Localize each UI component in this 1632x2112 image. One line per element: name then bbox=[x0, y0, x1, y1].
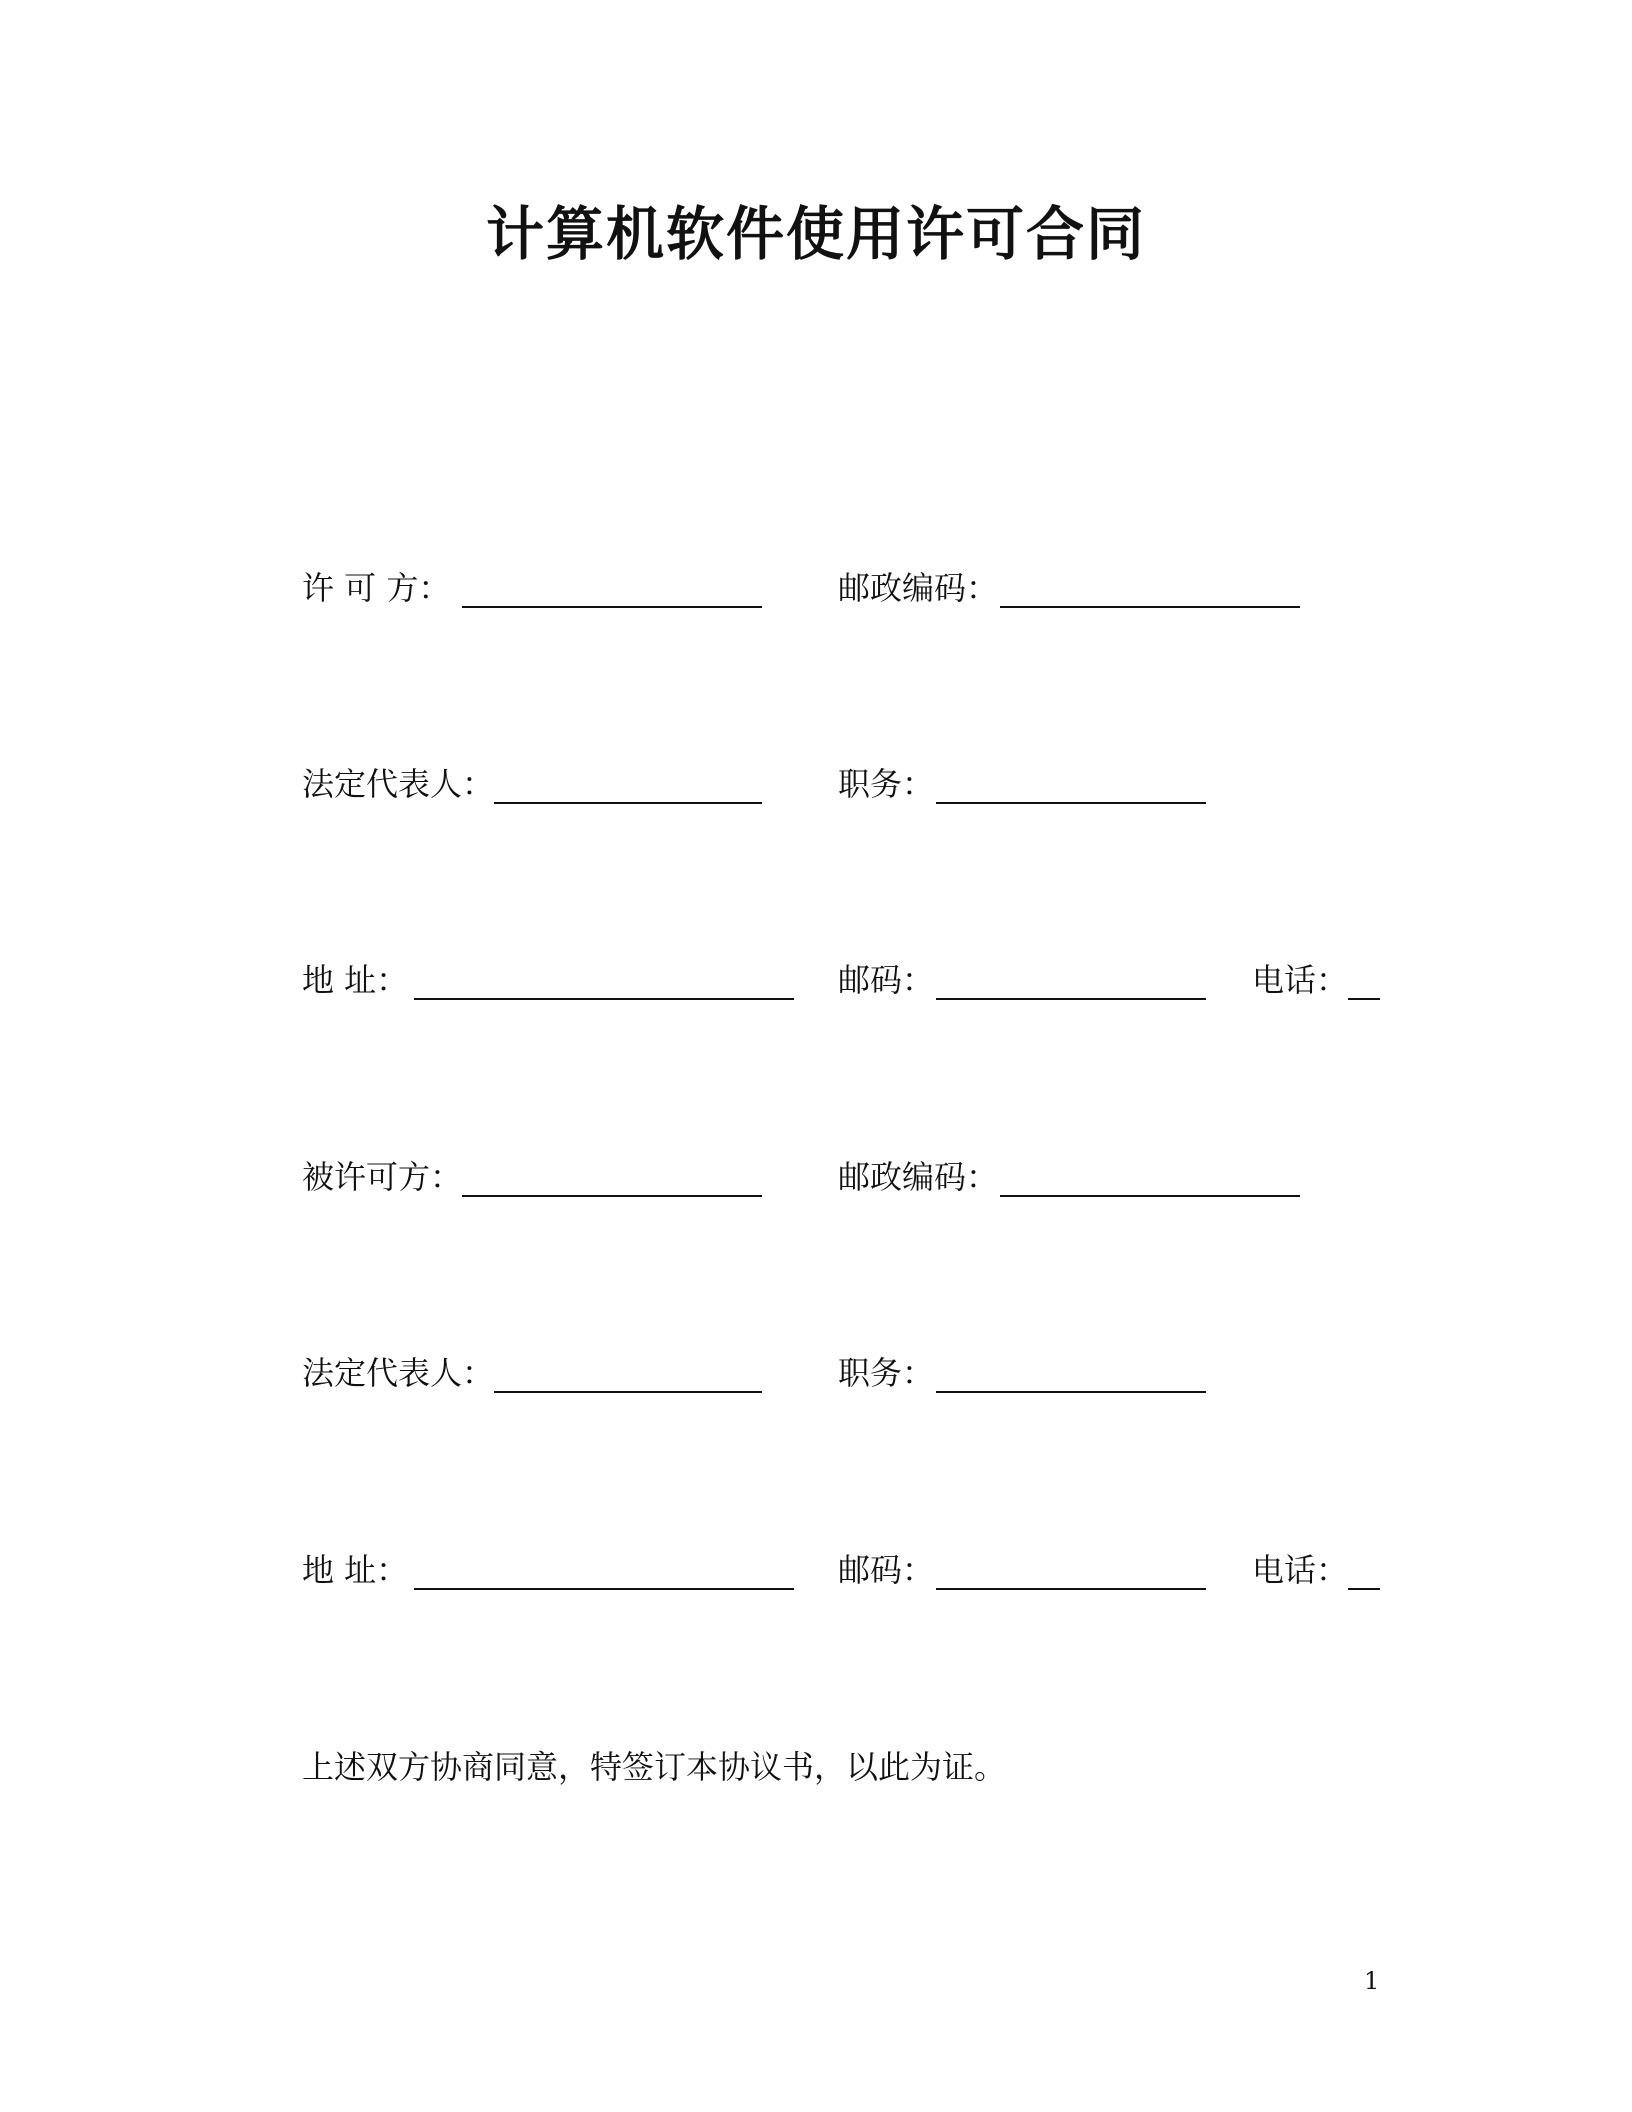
licensor-representative-label: 法定代表人： bbox=[302, 765, 495, 803]
licensee-name-field[interactable] bbox=[462, 1195, 762, 1197]
closing-statement: 上述双方协商同意，特签订本协议书，以此为证。 bbox=[302, 1748, 1007, 1786]
licensor-position-field[interactable] bbox=[936, 802, 1206, 804]
licensor-postcode-field[interactable] bbox=[1000, 606, 1300, 608]
licensee-representative-field[interactable] bbox=[494, 1391, 762, 1393]
page-number: 1 bbox=[1364, 1967, 1380, 1995]
licensor-zip-label: 邮码： bbox=[838, 961, 935, 999]
licensor-zip-field[interactable] bbox=[936, 998, 1206, 1000]
page-title: 计算机软件使用许可合同 bbox=[485, 200, 1146, 268]
licensee-phone-field[interactable] bbox=[1348, 1588, 1380, 1590]
licensor-phone-field[interactable] bbox=[1348, 998, 1380, 1000]
licensee-postcode-label: 邮政编码： bbox=[838, 1158, 999, 1196]
licensee-address-field[interactable] bbox=[414, 1588, 794, 1590]
licensor-name-label: 许 可 方： bbox=[302, 569, 451, 607]
licensee-phone-label: 电话： bbox=[1252, 1551, 1349, 1589]
licensor-name-field[interactable] bbox=[462, 606, 762, 608]
licensee-name-label: 被许可方： bbox=[302, 1158, 463, 1196]
licensor-representative-field[interactable] bbox=[494, 802, 762, 804]
licensee-zip-field[interactable] bbox=[936, 1588, 1206, 1590]
licensor-postcode-label: 邮政编码： bbox=[838, 569, 999, 607]
licensee-representative-label: 法定代表人： bbox=[302, 1354, 495, 1392]
licensee-address-label: 地 址： bbox=[302, 1551, 409, 1589]
licensor-phone-label: 电话： bbox=[1252, 961, 1349, 999]
licensee-position-label: 职务： bbox=[838, 1354, 935, 1392]
licensee-zip-label: 邮码： bbox=[838, 1551, 935, 1589]
licensee-postcode-field[interactable] bbox=[1000, 1195, 1300, 1197]
licensor-address-label: 地 址： bbox=[302, 961, 409, 999]
licensee-position-field[interactable] bbox=[936, 1391, 1206, 1393]
licensor-position-label: 职务： bbox=[838, 765, 935, 803]
licensor-address-field[interactable] bbox=[414, 998, 794, 1000]
